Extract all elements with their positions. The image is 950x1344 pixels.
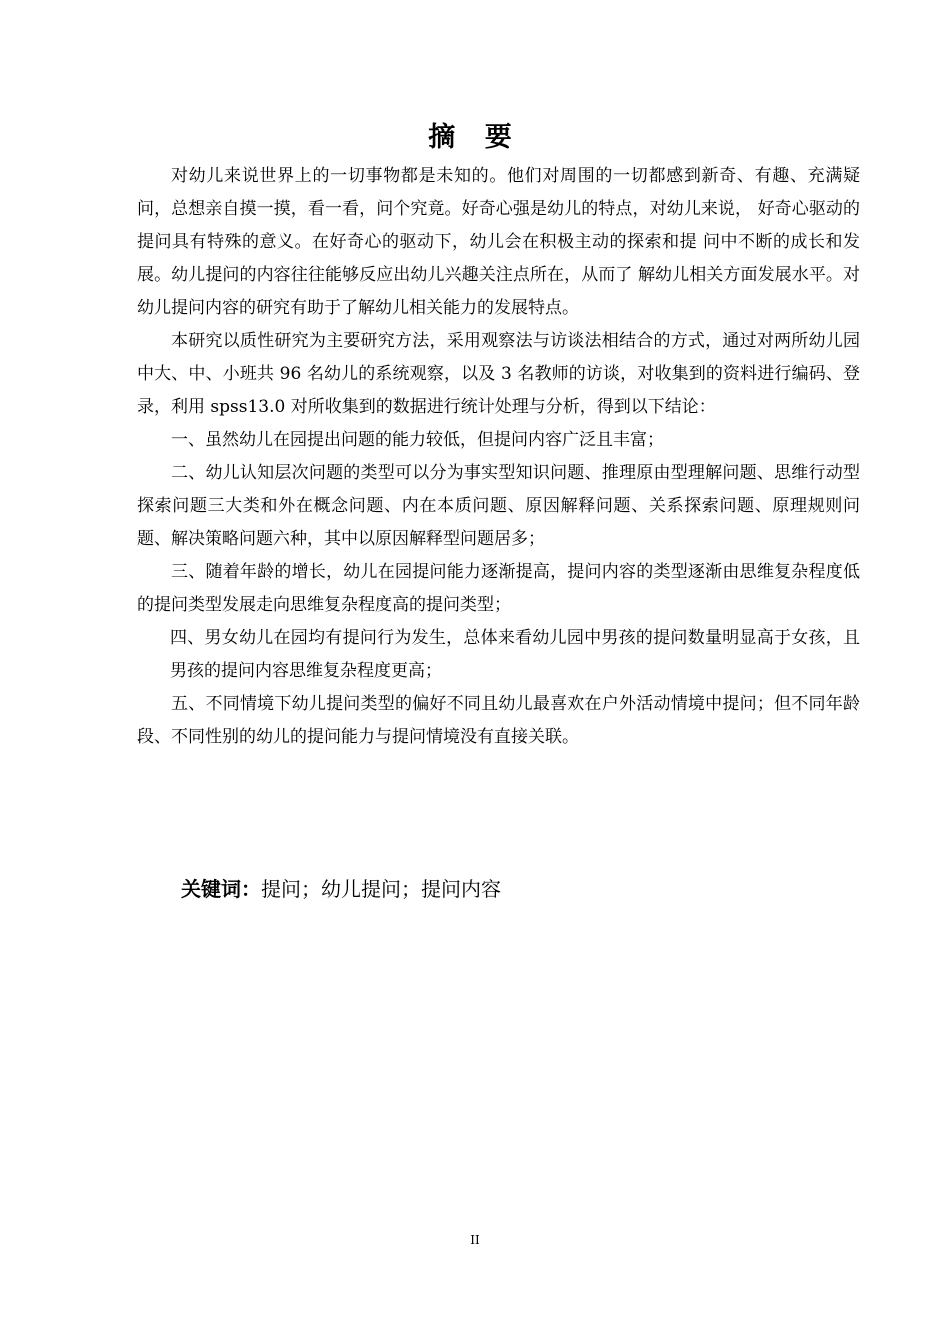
abstract-conclusion-2: 二、幼儿认知层次问题的类型可以分为事实型知识问题、推理原由型理解问题、思维行动型探索问题三大类和外在概念问题、内在本质问题、原因解释问题、关系探索问题、原理规则问题、解决策略问题六种，其中以原因解释型问题居多；: [137, 463, 860, 549]
abstract-conclusion-3: 三、随着年龄的增长，幼儿在园提问能力逐渐提高，提问内容的类型逐渐由思维复杂程度低的提问类型发展走向思维复杂程度高的提问类型；: [137, 562, 860, 615]
abstract-conclusion-1: 一、虽然幼儿在园提出问题的能力较低，但提问内容广泛且丰富；: [171, 430, 664, 450]
keywords-value: 提问；幼儿提问；提问内容: [261, 877, 501, 901]
keywords-label: 关键词：: [181, 877, 261, 901]
abstract-conclusion-4: 四、男女幼儿在园均有提问行为发生，总体来看幼儿园中男孩的提问数量明显高于女孩，且男孩的提问内容思维复杂程度更高；: [170, 628, 860, 681]
keywords-line: [181, 872, 501, 906]
abstract-paragraph-method: 本研究以质性研究为主要研究方法，采用观察法与访谈法相结合的方式，通过对两所幼儿园中大、中、小班共 96 名幼儿的系统观察，以及 3 名教师的访谈，对收集到的资料进行编码、登录，利用 spss13.0 对所收集到的数据进行统计处理与分析，得到以下结论：: [137, 331, 860, 417]
abstract-body: [137, 160, 860, 754]
abstract-conclusion-5: 五、不同情境下幼儿提问类型的偏好不同且幼儿最喜欢在户外活动情境中提问；但不同年龄段、不同性别的幼儿的提问能力与提问情境没有直接关联。: [137, 694, 860, 747]
abstract-paragraph-intro: 对幼儿来说世界上的一切事物都是未知的。他们对周围的一切都感到新奇、有趣、充满疑问，总想亲自摸一摸，看一看，问个究竟。好奇心强是幼儿的特点，对幼儿来说， 好奇心驱动的提问具有特殊的意义。在好奇心的驱动下，幼儿会在积极主动的探索和提 问中不断的成长和发展。幼儿提问的内容往往能够反应出幼儿兴趣关注点所在，从而了 解幼儿相关方面发展水平。对幼儿提问内容的研究有助于了解幼儿相关能力的发展特点。: [137, 166, 860, 318]
page-number: II: [470, 1233, 480, 1247]
abstract-title: 摘 要: [428, 122, 522, 153]
